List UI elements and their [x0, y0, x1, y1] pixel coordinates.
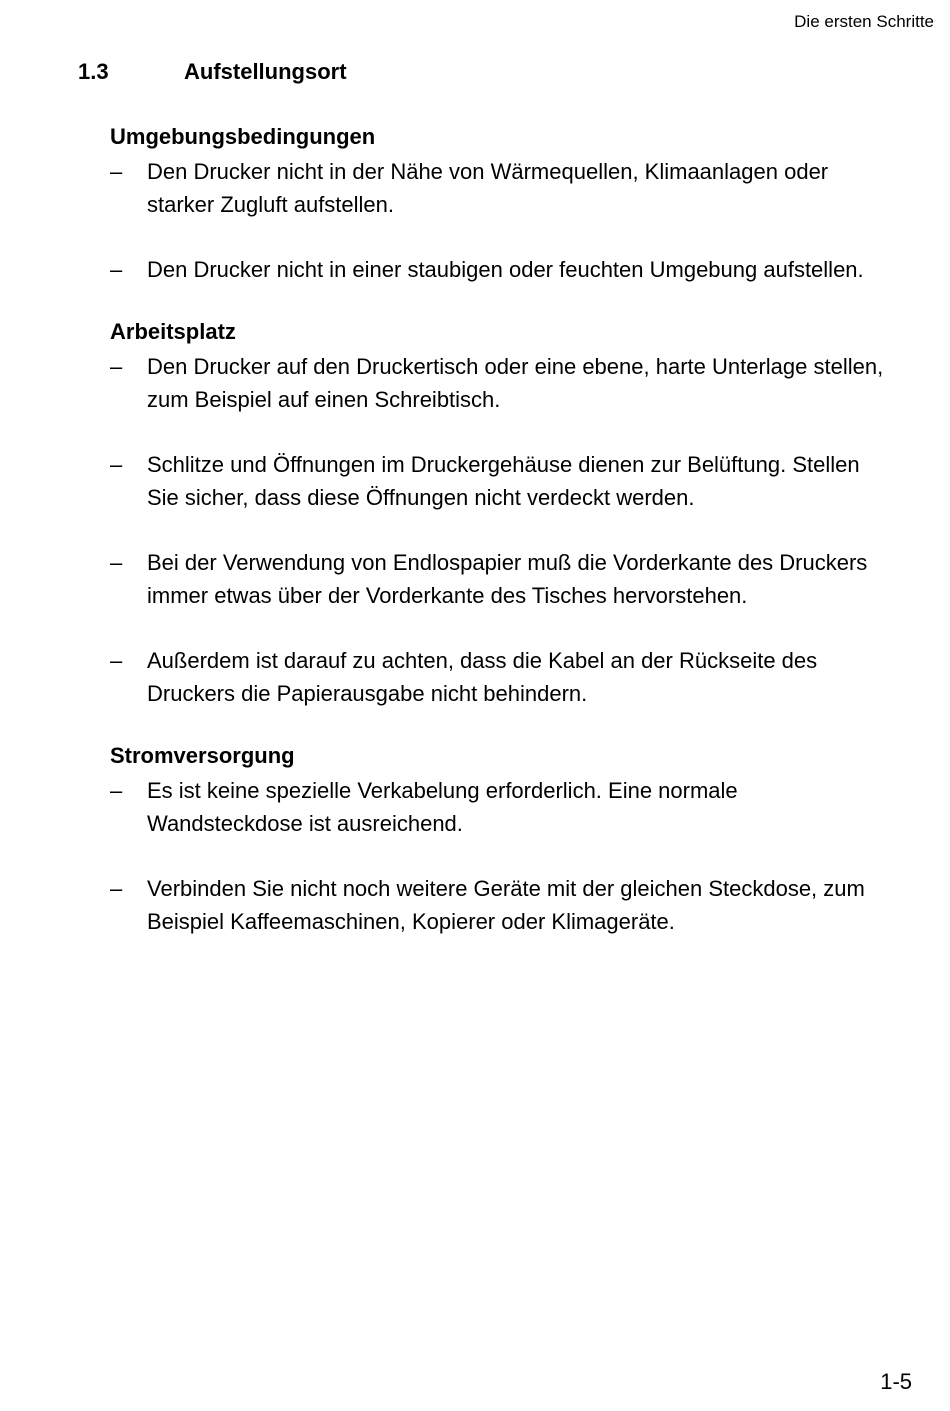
- section-heading: [78, 58, 347, 86]
- bullet-dash: –: [110, 452, 123, 477]
- bullet-dash: –: [110, 159, 123, 184]
- list-item-text: Es ist keine spezielle Verkabelung erforderlich. Eine normale Wandsteckdose ist ausreichend.: [147, 778, 738, 836]
- list-item-text: Verbinden Sie nicht noch weitere Geräte mit der gleichen Steckdose, zum Beispiel Kaffeemaschinen, Kopierer oder Klimageräte.: [147, 876, 865, 934]
- list-item: [110, 350, 930, 416]
- list-item: [110, 155, 930, 221]
- list-item-text: Bei der Verwendung von Endlospapier muß die Vorderkante des Druckers immer etwas über der Vorderkante des Tisches hervorstehen.: [147, 550, 868, 608]
- subsection-umgebungsbedingungen: [110, 123, 930, 286]
- bullet-dash: –: [110, 354, 123, 379]
- running-header: Die ersten Schritte: [794, 12, 934, 31]
- bullet-dash: –: [110, 550, 123, 575]
- subsection-title: Arbeitsplatz: [110, 319, 236, 344]
- list-item: [110, 253, 930, 286]
- list-item: [110, 448, 930, 514]
- subsection-stromversorgung: [110, 742, 930, 938]
- list-item-text: Außerdem ist darauf zu achten, dass die Kabel an der Rückseite des Druckers die Papierausgabe nicht behindern.: [147, 648, 818, 706]
- subsection-title: Stromversorgung: [110, 743, 295, 768]
- section-number: 1.3: [78, 59, 109, 84]
- list-item: [110, 774, 930, 840]
- list-item-text: Den Drucker nicht in einer staubigen oder feuchten Umgebung aufstellen.: [147, 257, 864, 282]
- list-item-text: Schlitze und Öffnungen im Druckergehäuse dienen zur Belüftung. Stellen Sie sicher, dass diese Öffnungen nicht verdeckt werden.: [147, 452, 860, 510]
- page-content: [110, 123, 930, 970]
- bullet-dash: –: [110, 778, 123, 803]
- subsection-title: Umgebungsbedingungen: [110, 124, 376, 149]
- section-title: Aufstellungsort: [184, 59, 347, 84]
- list-item: [110, 872, 930, 938]
- page-number: 1-5: [880, 1369, 912, 1394]
- bullet-dash: –: [110, 648, 123, 673]
- subsection-arbeitsplatz: [110, 318, 930, 710]
- list-item: [110, 644, 930, 710]
- list-item: [110, 546, 930, 612]
- list-item-text: Den Drucker nicht in der Nähe von Wärmequellen, Klimaanlagen oder starker Zugluft aufstellen.: [147, 159, 829, 217]
- list-item-text: Den Drucker auf den Druckertisch oder eine ebene, harte Unterlage stellen, zum Beispiel auf einen Schreibtisch.: [147, 354, 884, 412]
- bullet-dash: –: [110, 257, 123, 282]
- bullet-dash: –: [110, 876, 123, 901]
